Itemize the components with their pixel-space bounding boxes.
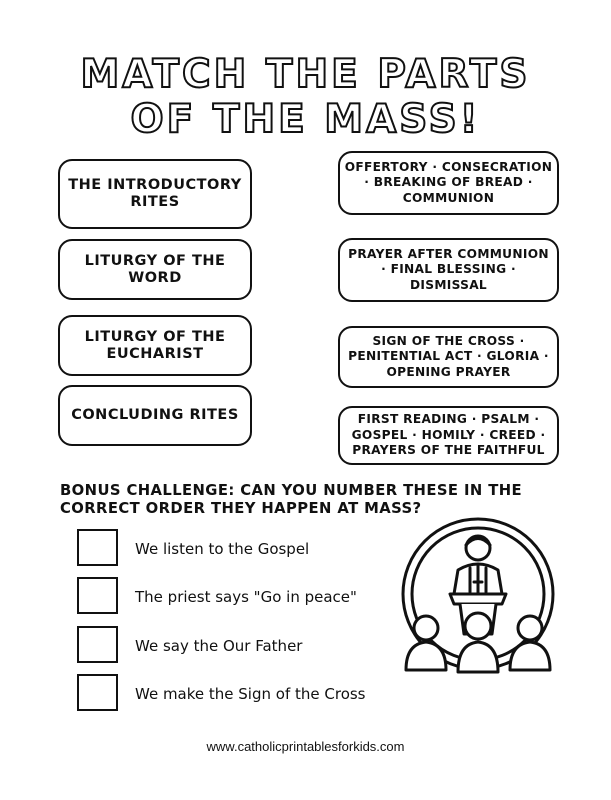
footer-url: www.catholicprintablesforkids.com — [206, 739, 405, 754]
match-right-sign-of-the-cross[interactable]: SIGN OF THE CROSS · PENITENTIAL ACT · GLORIA · OPENING PRAYER — [338, 326, 559, 388]
match-left-liturgy-of-the-word[interactable]: LITURGY OF THE WORD — [58, 239, 252, 300]
order-item-label: We make the Sign of the Cross — [135, 685, 366, 703]
match-right-offertory[interactable]: OFFERTORY · CONSECRATION · BREAKING OF BREAD · COMMUNION — [338, 151, 559, 215]
order-checkbox-2[interactable] — [77, 577, 118, 614]
match-left-liturgy-of-the-eucharist[interactable]: LITURGY OF THE EUCHARIST — [58, 315, 252, 376]
match-right-prayer-after-communion[interactable]: PRAYER AFTER COMMUNION · FINAL BLESSING · DISMISSAL — [338, 238, 559, 302]
order-checkbox-3[interactable] — [77, 626, 118, 663]
order-item-label: We listen to the Gospel — [135, 540, 310, 558]
page-title-line-2: OF THE MASS! — [130, 97, 481, 142]
order-item-label: We say the Our Father — [135, 637, 303, 655]
match-left-concluding-rites[interactable]: CONCLUDING RITES — [58, 385, 252, 446]
match-right-first-reading[interactable]: FIRST READING · PSALM · GOSPEL · HOMILY · CREED · PRAYERS OF THE FAITHFUL — [338, 406, 559, 465]
order-checkbox-1[interactable] — [77, 529, 118, 566]
match-left-introductory-rites[interactable]: THE INTRODUCTORY RITES — [58, 159, 252, 229]
order-item-label: The priest says "Go in peace" — [135, 588, 357, 606]
priest-at-pulpit-with-congregation-icon — [398, 512, 558, 682]
bonus-challenge-heading: BONUS CHALLENGE: CAN YOU NUMBER THESE IN THE CORRECT ORDER THEY HAPPEN AT MASS? — [60, 482, 522, 517]
order-checkbox-4[interactable] — [77, 674, 118, 711]
page-title-line-1: MATCH THE PARTS — [80, 52, 531, 97]
